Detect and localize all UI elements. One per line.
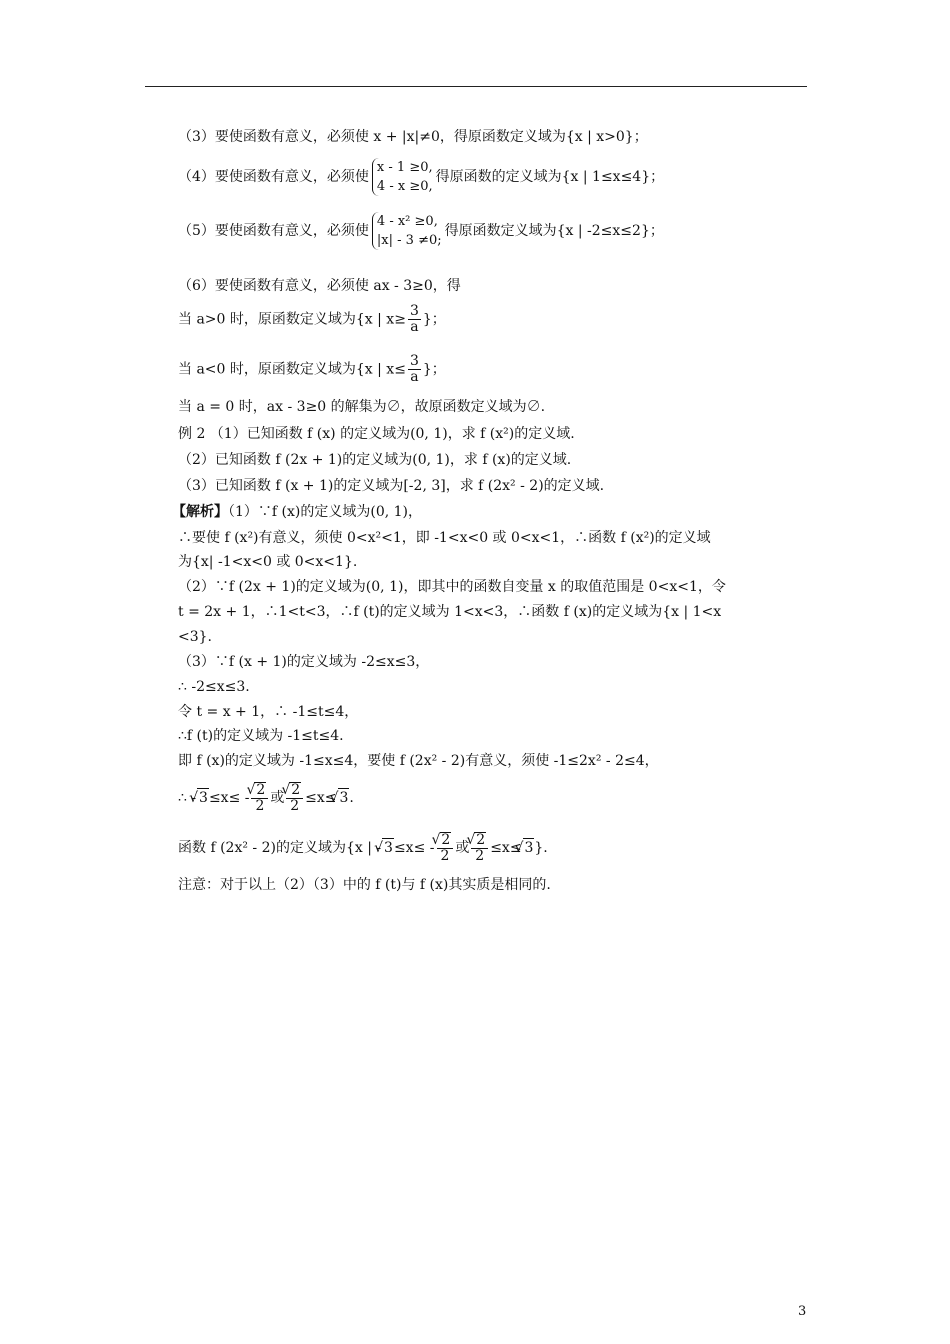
page-number: 3 xyxy=(798,1304,807,1319)
note: 注意：对于以上（2）（3）中的 f (t)与 f (x)其实质是相同的. xyxy=(178,877,551,893)
numerator xyxy=(471,832,488,849)
solution-label: 【解析】 xyxy=(172,504,228,520)
denominator: 2 xyxy=(255,798,265,814)
text: 或 xyxy=(455,840,470,856)
solution-3-line-1: （3）∵f (x + 1)的定义域为 -2≤x≤3， xyxy=(178,654,430,670)
line-3: （3）要使函数有意义，必须使 x + |x|≠0，得原函数定义域为{x | x>0}； xyxy=(178,129,648,145)
denominator: 2 xyxy=(475,848,485,864)
header-rule xyxy=(145,86,807,87)
numerator xyxy=(437,832,454,849)
final-answer xyxy=(178,832,548,864)
solution-3-line-6 xyxy=(178,782,354,814)
condition-5-1: 4 - x² ≥0, xyxy=(376,214,438,229)
line-6: （6）要使函数有意义，必须使 ax - 3≥0，得 xyxy=(178,278,461,294)
solution-heading xyxy=(172,503,422,521)
solution-3-line-4: ∴f (t)的定义域为 -1≤t≤4. xyxy=(178,728,344,744)
line-4 xyxy=(178,158,664,196)
fraction-sqrt2-over-2 xyxy=(251,782,268,814)
solution-3-line-5: 即 f (x)的定义域为 -1≤x≤4，要使 f (2x² - 2)有意义，须使 -1≤2x² - 2≤4， xyxy=(178,753,659,769)
condition-system-4 xyxy=(372,158,433,196)
line-a-negative-suffix: }； xyxy=(422,361,446,378)
sqrt-3: √ 3 xyxy=(197,788,209,807)
condition-4-2: 4 - x ≥0, xyxy=(376,179,433,194)
solution-1-line-2: ∴要使 f (x²)有意义，须使 0<x²<1，即 -1<x<0 或 0<x<1，∴函数 f (x²)的定义域 xyxy=(178,530,711,546)
text: 函数 f (2x² - 2)的定义域为{x | - xyxy=(178,840,382,856)
text: ≤x≤ - xyxy=(393,840,435,856)
condition-4-1: x - 1 ≥0, xyxy=(376,160,433,175)
sqrt-2: √ 2 xyxy=(254,782,266,798)
sqrt-3: √ 3 xyxy=(523,838,535,857)
sqrt-2: √ 2 xyxy=(474,832,486,848)
line-4-prefix: （4）要使函数有意义，必须使 xyxy=(178,169,369,185)
line-5-result: 得原函数定义域为{x | -2≤x≤2}； xyxy=(444,223,664,239)
solution-2-line-2: t = 2x + 1，∴1<t<3，∴f (t)的定义域为 1<x<3，∴函数 f (x)的定义域为{x | 1<x xyxy=(178,604,722,620)
denominator: a xyxy=(410,369,419,385)
numerator xyxy=(251,782,268,799)
solution-1-line-3: 为{x| -1<x<0 或 0<x<1}. xyxy=(178,554,358,570)
denominator: a xyxy=(410,319,419,335)
line-a-zero: 当 a = 0 时，ax - 3≥0 的解集为∅，故原函数定义域为∅. xyxy=(178,399,546,415)
line-a-positive-prefix: 当 a>0 时，原函数定义域为{x | x≥ xyxy=(178,311,406,328)
condition-system-5 xyxy=(372,212,442,250)
fraction-3-over-a xyxy=(408,304,421,335)
numerator: 3 xyxy=(409,303,419,319)
text: 或 xyxy=(270,790,285,806)
fraction-sqrt2-over-2 xyxy=(471,832,488,864)
example-2-part-3: （3）已知函数 f (x + 1)的定义域为[-2, 3]，求 f (2x² - 2)的定义域. xyxy=(178,478,605,494)
text: ≤x≤ - xyxy=(208,790,250,806)
solution-1-start: （1）∵f (x)的定义域为(0, 1)， xyxy=(228,504,422,520)
line-5 xyxy=(178,212,664,250)
text: . xyxy=(349,790,354,806)
line-a-negative xyxy=(178,354,446,385)
numerator: 3 xyxy=(409,353,419,369)
example-2-part-1: 例 2 （1）已知函数 f (x) 的定义域为(0, 1)，求 f (x²)的定义域. xyxy=(178,426,575,442)
fraction-3-over-a-2 xyxy=(408,354,421,385)
sqrt-3: √ 3 xyxy=(382,838,394,857)
line-a-negative-prefix: 当 a<0 时，原函数定义域为{x | x≤ xyxy=(178,361,406,378)
example-2-part-2: （2）已知函数 f (2x + 1)的定义域为(0, 1)，求 f (x)的定义域. xyxy=(178,452,572,468)
line-a-positive xyxy=(178,304,446,335)
condition-5-2: |x| - 3 ≠0; xyxy=(376,233,442,248)
fraction-sqrt2-over-2 xyxy=(437,832,454,864)
text: ∴ - xyxy=(178,790,197,806)
sqrt-3: √ 3 xyxy=(338,788,350,807)
numerator xyxy=(286,782,303,799)
solution-3-line-2: ∴ -2≤x≤3. xyxy=(178,679,250,695)
denominator: 2 xyxy=(290,798,300,814)
solution-2-line-1: （2）∵f (2x + 1)的定义域为(0, 1)，即其中的函数自变量 x 的取值范围是 0<x<1，令 xyxy=(178,579,726,595)
denominator: 2 xyxy=(440,848,450,864)
text: ≤x≤ xyxy=(305,790,337,806)
line-4-result: 得原函数的定义域为{x | 1≤x≤4}； xyxy=(435,169,665,185)
text: ≤x≤ xyxy=(490,840,522,856)
line-a-positive-suffix: }； xyxy=(422,311,446,328)
solution-2-line-3: <3}. xyxy=(178,629,212,645)
line-5-prefix: （5）要使函数有意义，必须使 xyxy=(178,223,369,239)
solution-3-line-3: 令 t = x + 1，∴ -1≤t≤4， xyxy=(178,704,359,720)
text: }. xyxy=(534,840,548,856)
fraction-sqrt2-over-2 xyxy=(286,782,303,814)
sqrt-2: √ 2 xyxy=(289,782,301,798)
sqrt-2: √ 2 xyxy=(440,832,452,848)
